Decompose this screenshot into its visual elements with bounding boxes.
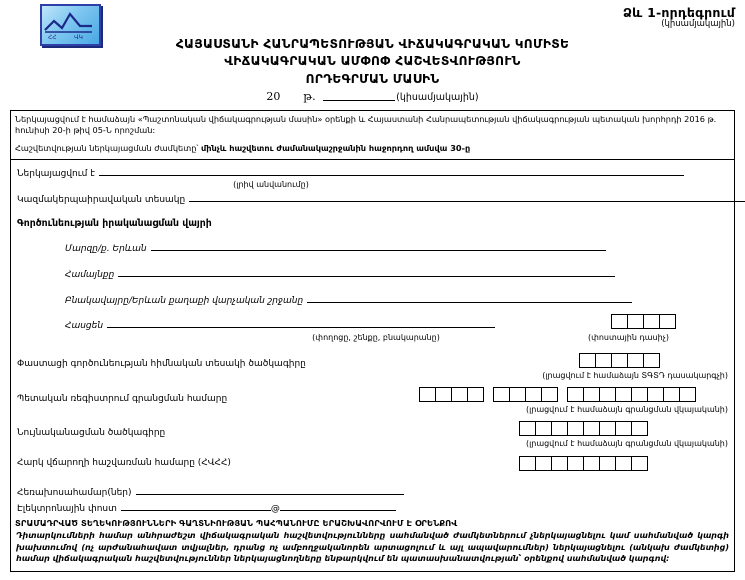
submitted-by-row xyxy=(11,166,734,179)
state-registration-label-wrap xyxy=(11,394,233,404)
code-cell[interactable] xyxy=(611,314,628,329)
email-user-input[interactable] xyxy=(121,501,271,511)
code-cell[interactable] xyxy=(567,421,584,436)
form-code-sub: (կիսամյակային) xyxy=(661,19,735,30)
code-cell[interactable] xyxy=(615,456,632,471)
form-code xyxy=(623,6,735,30)
code-cell[interactable] xyxy=(451,387,468,402)
postal-code-group xyxy=(611,314,676,333)
state-registration-label: Պետական ռեգիստրում գրանցման համարը xyxy=(17,394,228,405)
community-row xyxy=(11,267,734,280)
code-cell[interactable] xyxy=(643,314,660,329)
year-prefix: 20 xyxy=(266,89,281,103)
code-cell[interactable] xyxy=(599,421,616,436)
deadline-emphasis: մինչև հաշվետու ժամանակաշրջանին հաջորդող ամսվա 30-ը xyxy=(200,143,471,154)
state-registration-row xyxy=(11,387,734,421)
code-group[interactable] xyxy=(493,387,558,402)
year-suffix: թ. xyxy=(303,89,316,103)
code-cell[interactable] xyxy=(509,387,526,402)
page-title-line-3: ՈՐԴԵԳՐՄԱՆ ՄԱՍԻՆ xyxy=(305,71,440,86)
submission-deadline-text xyxy=(11,136,734,154)
form-body xyxy=(10,110,735,572)
code-cell[interactable] xyxy=(551,421,568,436)
postal-code-boxes[interactable] xyxy=(611,314,676,329)
code-cell[interactable] xyxy=(647,387,664,402)
region-input[interactable] xyxy=(151,241,606,251)
confidentiality-note: ՏՐԱՄԱԴՐՎԱԾ ՏԵՂԵԿՈՒԹՅՈՒՆՆԵՐԻ ԳԱՂՏՆԻՈՒԹՅԱՆ ՊԱՀՊԱՆՈՒՄԸ ԵՐԱՇԽԱՎՈՐՎՈՒՄ Է ՕՐԵՆՔՈՎ xyxy=(15,518,458,529)
page-title-line-2: ՎԻՃԱԿԱԳՐԱԿԱՆ ԱՄՓՈՓ ՀԱՇՎԵՏՎՈՒԹՅՈՒՆ xyxy=(224,54,521,69)
code-cell[interactable] xyxy=(519,456,536,471)
identification-code-group xyxy=(519,421,648,440)
code-cell[interactable] xyxy=(419,387,436,402)
address-label: Հասցեն xyxy=(65,321,104,332)
submitted-by-caption: (լրիվ անվանումը) xyxy=(233,180,309,190)
code-cell[interactable] xyxy=(627,353,644,368)
phone-row xyxy=(11,485,734,498)
address-and-postal-row xyxy=(11,318,734,348)
document-header xyxy=(0,0,745,102)
svg-text:ՎԿ: ՎԿ xyxy=(74,34,83,40)
code-cell[interactable] xyxy=(615,387,632,402)
identification-label-wrap xyxy=(11,428,171,438)
email-row xyxy=(11,501,734,514)
actual-activity-row xyxy=(11,353,734,387)
community-input[interactable] xyxy=(118,267,615,277)
code-cell[interactable] xyxy=(583,421,600,436)
identification-label: Նույնականացման ծածկագիրը xyxy=(17,428,166,439)
actual-activity-label-wrap xyxy=(11,359,312,369)
page-title-line-1: ՀԱՅԱՍՏԱՆԻ ՀԱՆՐԱՊԵՏՈՒԹՅԱՆ ՎԻՃԱԿԱԳՐԱԿԱՆ ԿՈՄԻՏԵ xyxy=(175,37,570,51)
svg-text:ՀՀ: ՀՀ xyxy=(48,34,57,40)
legal-form-row xyxy=(11,192,734,205)
email-at-symbol: @ xyxy=(270,504,280,515)
code-cell[interactable] xyxy=(567,387,584,402)
taxpayer-number-group xyxy=(519,456,648,475)
code-cell[interactable] xyxy=(631,456,648,471)
address-row xyxy=(11,318,495,331)
reporting-year-line xyxy=(0,90,745,103)
code-cell[interactable] xyxy=(611,353,628,368)
actual-activity-boxes[interactable] xyxy=(579,353,660,368)
state-registration-number-group xyxy=(419,387,696,406)
section-divider xyxy=(11,159,734,160)
actual-activity-code-group xyxy=(579,353,660,372)
code-group[interactable] xyxy=(567,387,696,402)
code-cell[interactable] xyxy=(535,421,552,436)
legal-form-input[interactable] xyxy=(189,192,745,202)
taxpayer-number-row xyxy=(11,455,734,483)
code-cell[interactable] xyxy=(535,456,552,471)
taxpayer-boxes[interactable] xyxy=(519,456,648,471)
email-label: Էլեկտրոնային փոստ xyxy=(17,504,117,515)
email-domain-input[interactable] xyxy=(280,501,396,511)
code-cell[interactable] xyxy=(541,387,558,402)
penalty-warning-text: Դիտարկումների համար անհրաժեշտ վիճակագրական հաշվետվությունները սահմանված ժամկետներում չներկայացնելու կամ սահմանված կարգի խախտումով (ոչ արժանահավատ տվյալներ, դրանց ոչ ամբողջականորեն արտացոլում և այլ ապավարումներ) ներկայացնելու (անկախ ժամկետից) համար վիճակագրական հաշվետվություններ ներկայացնողները ենթարկվում են պատասխանատվության՝ օրենքով սահմանված կարգով: xyxy=(16,531,729,563)
region-row xyxy=(11,241,734,254)
code-cell[interactable] xyxy=(599,456,616,471)
submitted-by-label: Ներկայացվում է xyxy=(17,169,95,180)
code-cell[interactable] xyxy=(595,353,612,368)
code-cell[interactable] xyxy=(679,387,696,402)
region-label: Մարզը/ք. Երևան xyxy=(65,244,147,255)
identification-code-row xyxy=(11,421,734,455)
settlement-label: Բնակավայրը/Երևան քաղաքի վարչական շրջանը xyxy=(65,296,304,307)
postal-code-caption: (փոստային դասիչ) xyxy=(587,333,670,343)
code-cell[interactable] xyxy=(583,456,600,471)
legal-basis-text xyxy=(11,111,734,136)
taxpayer-label: Հարկ վճարողի հաշվառման համարը (ՀՎՀՀ) xyxy=(17,458,231,469)
deadline-prefix: Հաշվետվության ներկայացման ժամկետը՝ xyxy=(15,143,201,154)
form-code-main: Ձև 1-որդեգրում xyxy=(622,5,735,20)
taxpayer-label-wrap xyxy=(11,458,237,468)
code-cell[interactable] xyxy=(567,456,584,471)
code-cell[interactable] xyxy=(519,421,536,436)
community-label: Համայնքը xyxy=(65,270,115,281)
code-cell[interactable] xyxy=(615,421,632,436)
actual-activity-hint: (լրացվում է համաձայն ՏԳՏԴ դասակարգչի) xyxy=(542,371,728,381)
code-cell[interactable] xyxy=(631,421,648,436)
phone-input[interactable] xyxy=(136,485,404,495)
activity-place-title: Գործունեության իրականացման վայրի xyxy=(17,218,212,230)
code-cell[interactable] xyxy=(435,387,452,402)
address-caption: (փողոցը, շենքը, բնակարանը) xyxy=(312,333,440,343)
year-input-blank[interactable] xyxy=(323,90,395,101)
code-cell[interactable] xyxy=(627,314,644,329)
code-cell[interactable] xyxy=(631,387,648,402)
code-cell[interactable] xyxy=(599,387,616,402)
settlement-input[interactable] xyxy=(307,293,632,303)
code-cell[interactable] xyxy=(551,456,568,471)
code-cell[interactable] xyxy=(659,314,676,329)
reporting-period-label: (կիսամյակային) xyxy=(396,91,479,103)
code-cell[interactable] xyxy=(579,353,596,368)
code-cell[interactable] xyxy=(467,387,484,402)
settlement-row xyxy=(11,293,734,306)
legal-form-label: Կազմակերպաիրավական տեսակը xyxy=(17,195,186,206)
state-registration-hint: (լրացվում է համաձայն գրանցման վկայականի) xyxy=(525,405,728,415)
code-cell[interactable] xyxy=(493,387,510,402)
address-input[interactable] xyxy=(107,318,495,328)
legal-basis-paragraph: Ներկայացվում է համաձայն «Պաշտոնական վիճակագրության մասին» օրենքի և Հայաստանի Հանրապետության վիճակագրության պետական խորհրդի 2016 թ. հունիսի 20-ի թիվ 05-Ն որոշման: xyxy=(15,114,717,136)
code-cell[interactable] xyxy=(583,387,600,402)
code-cell[interactable] xyxy=(663,387,680,402)
identification-boxes[interactable] xyxy=(519,421,648,436)
phone-label: Հեռախոսահամար(ներ) xyxy=(17,488,132,499)
document-title-block xyxy=(0,36,745,103)
actual-activity-label: Փաստացի գործունեության հիմնական տեսակի ծածկագիրը xyxy=(17,359,306,370)
code-cell[interactable] xyxy=(643,353,660,368)
code-group[interactable] xyxy=(419,387,484,402)
identification-hint: (լրացվում է համաձայն գրանցման վկայականի) xyxy=(525,439,728,449)
code-cell[interactable] xyxy=(525,387,542,402)
submitted-by-input[interactable] xyxy=(99,166,684,176)
state-registration-boxes[interactable] xyxy=(419,387,696,402)
